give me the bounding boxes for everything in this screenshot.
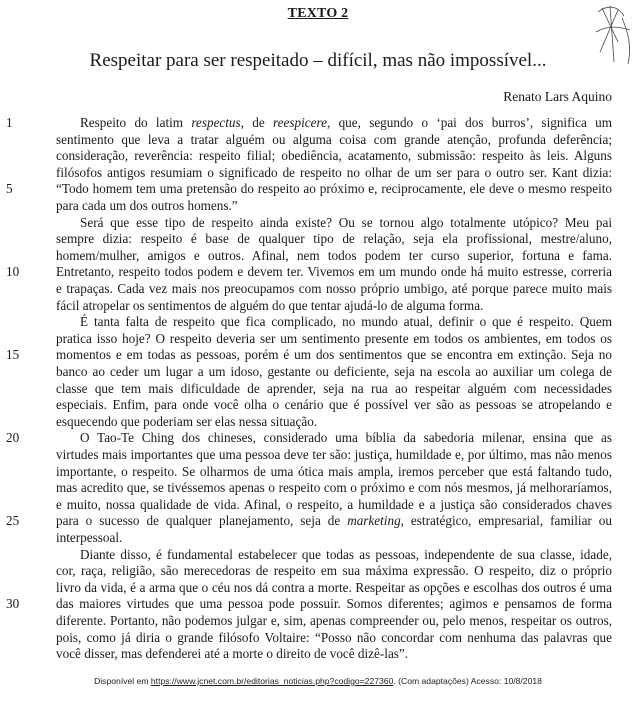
line-number: 25: [6, 513, 20, 529]
text-run: cor, raça, religião, são merecedoras de respeito em sua máxima expressão. O respeito, diz o próprio: [56, 563, 612, 579]
text-line: [56, 530, 612, 546]
text-line: [56, 381, 612, 397]
text-run: importante, o respeito. Se olharmos de uma ótica mais ampla, iremos perceber que está faltando tudo,: [56, 463, 612, 479]
text-line: [56, 148, 612, 164]
text-run: para o sucesso de qualquer planejamento, seja de: [56, 513, 348, 529]
text-line: [56, 298, 612, 314]
text-run: “Todo homem tem uma pretensão do respeito ao próximo e, reciprocamente, ele deve o mesmo respeito: [56, 181, 612, 197]
text-line: [56, 198, 612, 214]
text-run: e trapaças. Cada vez mais nos preocupamos com nosso próprio umbigo, até porque parece muito mais: [56, 281, 612, 296]
text-line: [56, 281, 612, 297]
text-line: [56, 264, 612, 280]
line-number: 10: [6, 264, 20, 280]
text-run: virtudes mais importantes que uma pessoa deve ter são: justiça, humildade e, por último, mas não menos: [56, 447, 612, 462]
text-run: homem/mulher, amigos e outros. Afinal, nem todos podem ter curso superior, fortuna e fama.: [56, 247, 612, 263]
text-line: [56, 347, 612, 363]
citation-suffix: . (Com adaptações) Acesso: 10/8/2018: [393, 676, 542, 686]
text-line: [56, 646, 612, 662]
text-line: [80, 430, 612, 446]
text-run: , que, segundo o ‘pai dos burros’, significa um: [326, 115, 612, 130]
text-run: banco ao ceder um lugar a um idoso, gestante ou deficiente, seja na escola ao auxiliar um colega de: [56, 364, 612, 379]
text-line: [56, 497, 612, 513]
line-number: 20: [6, 430, 20, 446]
text-line: [56, 513, 612, 529]
text-line: [56, 596, 612, 612]
text-run: sentimento que leva a tratar alguém ou alguma coisa com grande atenção, profunda deferência;: [56, 131, 612, 147]
text-run: interpessoal.: [56, 530, 123, 545]
text-run: das maiores virtudes que uma pessoa pode possuir. Somos diferentes; agimos e pensamos de forma: [56, 596, 612, 612]
text-run: Respeito do latim: [80, 115, 192, 130]
text-line: [80, 215, 612, 231]
italic-term: marketing: [347, 513, 401, 529]
text-run: filósofos antigos resumiam o significado de respeito no olhar de um ser para o outro ser. Kant dizia:: [56, 164, 612, 180]
line-number: 15: [6, 347, 20, 363]
text-line: [56, 630, 612, 646]
text-run: e muito, nossa qualidade de vida. Afinal, o respeito, a humildade e a justiça são considerados chaves: [56, 496, 612, 512]
text-run: É tanta falta de respeito que fica complicado, no mundo atual, definir o que é respeito. Quem: [80, 314, 612, 330]
text-line: [56, 414, 612, 430]
text-run: Diante disso, é fundamental estabelecer que todas as pessoas, independente de sua classe, idade,: [80, 546, 612, 562]
text-line: [80, 547, 612, 563]
text-line: [56, 464, 612, 480]
text-line: [80, 314, 612, 330]
citation-prefix: Disponível em: [94, 676, 151, 686]
article-headline: Respeitar para ser respeitado – difícil, mas não impossível...: [89, 50, 547, 71]
text-line: [56, 331, 612, 347]
text-line: [56, 181, 612, 197]
line-number: 1: [6, 115, 13, 130]
text-run: , de: [240, 115, 274, 130]
text-line: [56, 364, 612, 380]
text-run: pratica isso hoje? O respeito deveria ser um sentimento presente em todos os ambientes, em todos os: [56, 330, 612, 346]
text-run: sempre dizia: respeito é base de qualquer tipo de relação, seja ela profissional, mestre/aluno,: [56, 231, 612, 247]
text-run: livro da vida, é a arma que o céu nos dá contra a morte. Respeitar as opções e escolhas dos outros é uma: [56, 579, 612, 595]
text-line: [56, 563, 612, 579]
italic-term: respectus: [191, 115, 241, 130]
text-run: Será que esse tipo de respeito ainda existe? Ou se tornou algo totalmente utópico? Meu pai: [80, 214, 612, 230]
text-run: você disser, mas defenderei até a morte o direito de você dizê-las”.: [56, 646, 409, 662]
text-label: TEXTO 2: [287, 6, 349, 21]
text-line: [56, 480, 612, 496]
source-link[interactable]: https://www.jcnet.com.br/editorias_noticias.php?codigo=227360: [150, 676, 394, 686]
text-run: , estratégico, empresarial, familiar ou: [400, 513, 612, 529]
text-line: [56, 231, 612, 247]
text-line: [56, 580, 612, 596]
text-run: especiais. Enfim, para onde você olha o cenário que é possível ver são as pessoas se atropelando e: [56, 397, 612, 413]
line-number: 5: [6, 181, 13, 197]
italic-term: reespicere: [273, 115, 327, 130]
text-line: [56, 132, 612, 148]
source-citation: [0, 676, 636, 686]
text-run: para cada um dos outros homens.”: [56, 198, 238, 213]
line-number: 30: [6, 596, 20, 612]
text-run: Entretanto, respeito todos podem e devem ter. Vivemos em um mundo onde há muito estresse, correria: [56, 264, 612, 280]
text-run: consideração, reverência: respeito filial; obediência, acatamento, submissão: respeito às leis. Alguns: [56, 148, 612, 164]
text-run: esquecendo que poderiam ser elas nessa situação.: [56, 413, 318, 429]
text-run: mas acredito que, se tivéssemos apenas o respeito com o próximo e com nós mesmos, já melhoraríamos,: [56, 480, 612, 496]
text-line: [56, 447, 612, 463]
article-author: Renato Lars Aquino: [503, 89, 612, 104]
text-line: [56, 613, 612, 629]
text-run: fácil atropelar os sentimentos de alguém do que tentar ajudá-lo de alguma forma.: [56, 297, 484, 313]
text-line: [56, 165, 612, 181]
text-run: diferente. Portanto, não podemos julgar e, sim, apenas compreender ou, pelo menos, respeitar os outros,: [56, 613, 612, 628]
text-run: O Tao-Te Ching dos chineses, considerado uma bíblia da sabedoria milenar, ensina que as: [80, 430, 612, 446]
text-line: [80, 115, 612, 131]
text-run: momentos e em todas as pessoas, porém é um dos sentimentos que se encontra em extinção. Seja no: [56, 347, 612, 363]
text-line: [56, 397, 612, 413]
text-run: classe que tem mais dificuldade de aprender, seja na rua ao respeitar alguém com necessidades: [56, 380, 612, 396]
text-line: [56, 248, 612, 264]
text-run: pois, como já diria o grande filósofo Voltaire: “Posso não concordar com nenhuma das palavras que: [56, 629, 612, 645]
